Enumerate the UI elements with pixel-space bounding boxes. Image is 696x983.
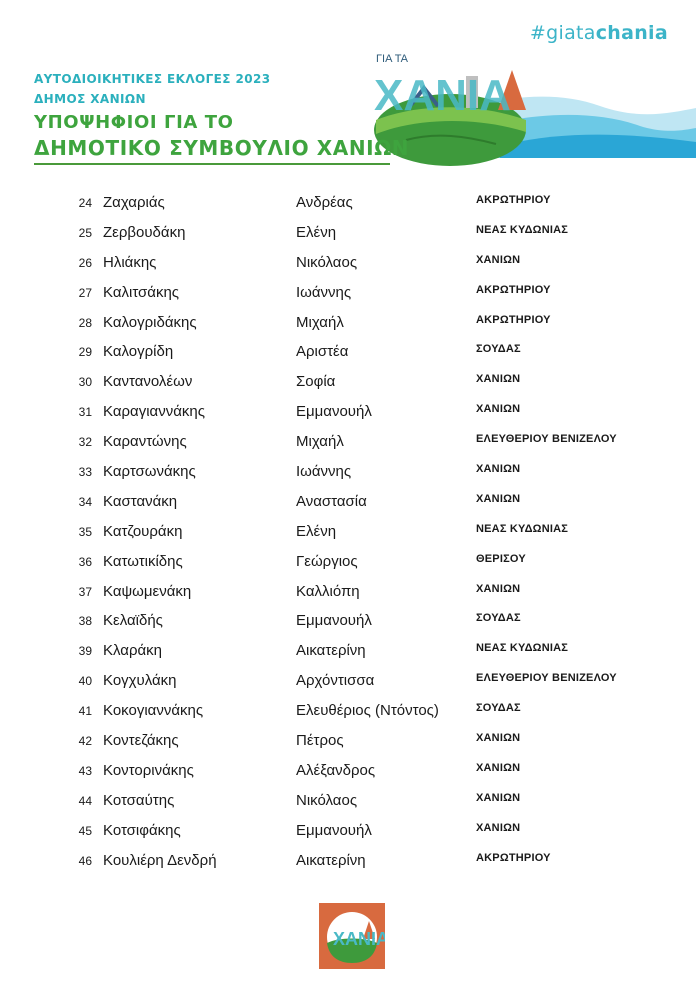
candidate-surname: Κοντεζάκης: [103, 732, 179, 750]
candidate-row: [0, 789, 696, 819]
candidate-district: ΘΕΡΙΣΟΥ: [476, 552, 526, 565]
candidate-surname: Καντανολέων: [103, 373, 193, 391]
candidate-number: 29: [78, 345, 92, 360]
candidate-row: [0, 430, 696, 460]
candidate-row: [0, 609, 696, 639]
candidate-district: ΑΚΡΩΤΗΡΙΟΥ: [476, 851, 551, 864]
candidate-number: 24: [78, 196, 92, 210]
candidate-row: [0, 669, 696, 699]
candidate-row: [0, 550, 696, 580]
candidate-number: 34: [78, 494, 92, 509]
candidate-number: 30: [78, 375, 92, 390]
candidate-surname: Κουλιέρη Δενδρή: [103, 851, 217, 869]
page-title-line2: ΔΗΜΟΤΙΚΟ ΣΥΜΒΟΥΛΙΟ ΧΑΝΙΩΝ: [34, 136, 410, 160]
candidate-surname: Καρτσωνάκης: [103, 463, 196, 481]
title-divider: [34, 163, 390, 165]
hashtag: [530, 22, 668, 44]
candidate-surname: Ζαχαριάς: [103, 194, 165, 211]
candidate-number: 33: [78, 465, 92, 480]
candidate-district: ΝΕΑΣ ΚΥΔΩΝΙΑΣ: [476, 223, 569, 236]
candidate-row: [0, 849, 696, 879]
footer-logo-emblem: [319, 903, 385, 969]
candidate-surname: Καλιτσάκης: [103, 283, 180, 301]
candidate-surname: Καλογριδάκης: [103, 313, 197, 331]
candidate-district: ΧΑΝΙΩΝ: [476, 761, 521, 774]
candidate-first-name: Ιωάννης: [296, 283, 352, 301]
candidate-row: [0, 490, 696, 520]
candidate-number: 27: [78, 285, 92, 300]
candidate-surname: Κογχυλάκη: [103, 672, 177, 690]
candidate-number: 45: [78, 823, 92, 838]
municipality-name: ΔΗΜΟΣ ΧΑΝΙΩΝ: [34, 92, 146, 106]
candidate-first-name: Νικόλαος: [296, 791, 358, 809]
candidate-first-name: Μιχαήλ: [296, 313, 344, 331]
logo-big-text: ΧΑΝΙΑ: [374, 71, 511, 120]
candidate-surname: Κοκογιαννάκης: [103, 702, 204, 720]
candidate-district: ΑΚΡΩΤΗΡΙΟΥ: [476, 313, 551, 326]
candidate-first-name: Αριστέα: [296, 343, 349, 361]
candidate-surname: Κοτσιφάκης: [103, 821, 181, 839]
candidate-first-name: Εμμανουήλ: [296, 821, 372, 839]
candidate-number: 37: [78, 584, 92, 599]
candidate-first-name: Αικατερίνη: [296, 642, 366, 660]
logo-small-text: ΓΙΑ ΤΑ: [376, 53, 408, 65]
candidate-surname: Κατωτικίδης: [103, 552, 183, 570]
candidate-number: 38: [78, 614, 92, 629]
candidate-number: 26: [78, 255, 92, 270]
candidate-first-name: Νικόλαος: [296, 253, 358, 271]
candidate-surname: Καψωμενάκη: [103, 582, 192, 600]
candidate-district: ΣΟΥΔΑΣ: [476, 612, 521, 625]
candidate-list: [0, 191, 696, 878]
candidate-district: ΧΑΝΙΩΝ: [476, 492, 521, 505]
candidate-number: 39: [78, 644, 92, 659]
candidate-district: ΣΟΥΔΑΣ: [476, 343, 521, 356]
candidate-district: ΝΕΑΣ ΚΥΔΩΝΙΑΣ: [476, 642, 569, 655]
candidate-row: [0, 191, 696, 221]
candidate-surname: Κοτσαύτης: [103, 791, 175, 809]
candidate-row: [0, 460, 696, 490]
footer-logo-text: ΧΑΝΙΑ: [333, 929, 385, 949]
candidate-first-name: Ελευθέριος (Ντόντος): [296, 702, 439, 720]
page-title-line1: ΥΠΟΨΗΦΙΟΙ ΓΙΑ ΤΟ: [34, 112, 234, 133]
candidate-district: ΑΚΡΩΤΗΡΙΟΥ: [476, 194, 551, 206]
candidate-district: ΧΑΝΙΩΝ: [476, 732, 521, 745]
candidate-surname: Κελαϊδής: [103, 612, 163, 630]
candidate-district: ΣΟΥΔΑΣ: [476, 702, 521, 715]
candidate-first-name: Πέτρος: [296, 732, 344, 750]
candidate-surname: Ηλιάκης: [103, 253, 157, 271]
candidate-first-name: Ιωάννης: [296, 463, 352, 481]
candidate-first-name: Ανδρέας: [296, 194, 353, 211]
footer-logo: [319, 903, 385, 969]
candidate-surname: Καστανάκη: [103, 492, 178, 510]
candidate-surname: Κατζουράκη: [103, 522, 183, 540]
candidate-surname: Κλαράκη: [103, 642, 162, 660]
candidate-number: 31: [78, 405, 92, 420]
candidate-row: [0, 639, 696, 669]
candidate-number: 36: [78, 554, 92, 569]
candidate-first-name: Γεώργιος: [296, 552, 358, 570]
candidate-first-name: Μιχαήλ: [296, 433, 344, 451]
candidate-row: [0, 580, 696, 610]
candidate-first-name: Αναστασία: [296, 492, 367, 510]
candidate-surname: Καραγιαννάκης: [103, 403, 205, 421]
candidate-district: ΝΕΑΣ ΚΥΔΩΝΙΑΣ: [476, 522, 569, 535]
candidate-number: 42: [78, 734, 92, 749]
candidate-row: [0, 729, 696, 759]
candidate-row: [0, 819, 696, 849]
candidate-district: ΧΑΝΙΩΝ: [476, 403, 521, 416]
candidate-number: 28: [78, 315, 92, 330]
candidate-first-name: Καλλιόπη: [296, 582, 360, 600]
candidate-row: [0, 520, 696, 550]
candidate-first-name: Εμμανουήλ: [296, 403, 372, 421]
candidate-district: ΧΑΝΙΩΝ: [476, 463, 521, 476]
candidate-first-name: Ελένη: [296, 223, 337, 241]
candidate-first-name: Ελένη: [296, 522, 337, 540]
candidate-row: [0, 251, 696, 281]
candidate-row: [0, 311, 696, 341]
hashtag-light: #giata: [529, 22, 596, 44]
candidate-number: 32: [78, 435, 92, 450]
candidate-district: ΧΑΝΙΩΝ: [476, 253, 521, 266]
candidate-district: ΕΛΕΥΘΕΡΙΟΥ ΒΕΝΙΖΕΛΟΥ: [476, 672, 617, 685]
candidate-row: [0, 370, 696, 400]
candidate-number: 40: [78, 674, 92, 689]
candidate-row: [0, 699, 696, 729]
candidate-row: [0, 221, 696, 251]
candidate-surname: Καραντώνης: [103, 433, 187, 451]
candidate-surname: Καλογρίδη: [103, 343, 174, 361]
candidate-district: ΕΛΕΥΘΕΡΙΟΥ ΒΕΝΙΖΕΛΟΥ: [476, 433, 617, 446]
candidate-first-name: Σοφία: [296, 373, 336, 391]
candidate-number: 35: [78, 524, 92, 539]
candidate-district: ΧΑΝΙΩΝ: [476, 821, 521, 834]
candidate-number: 41: [78, 704, 92, 719]
candidate-district: ΧΑΝΙΩΝ: [476, 582, 521, 595]
candidate-first-name: Αλέξανδρος: [296, 761, 376, 779]
candidate-first-name: Αικατερίνη: [296, 851, 366, 869]
candidate-number: 44: [78, 793, 92, 808]
candidate-number: 43: [78, 763, 92, 778]
candidate-number: 25: [78, 225, 92, 240]
candidate-surname: Κοντορινάκης: [103, 761, 194, 779]
candidate-number: 46: [78, 853, 92, 868]
candidate-first-name: Αρχόντισσα: [296, 672, 375, 690]
candidate-surname: Ζερβουδάκη: [103, 223, 186, 241]
candidate-district: ΑΚΡΩΤΗΡΙΟΥ: [476, 283, 551, 296]
election-title: ΑΥΤΟΔΙΟΙΚΗΤΙΚΕΣ ΕΚΛΟΓΕΣ 2023: [34, 72, 271, 86]
candidate-district: ΧΑΝΙΩΝ: [476, 373, 521, 386]
candidate-district: ΧΑΝΙΩΝ: [476, 791, 521, 804]
candidate-row: [0, 400, 696, 430]
candidate-first-name: Εμμανουήλ: [296, 612, 372, 630]
candidate-row: [0, 340, 696, 370]
candidate-row: [0, 281, 696, 311]
candidate-row: [0, 759, 696, 789]
hashtag-bold: chania: [595, 22, 668, 44]
